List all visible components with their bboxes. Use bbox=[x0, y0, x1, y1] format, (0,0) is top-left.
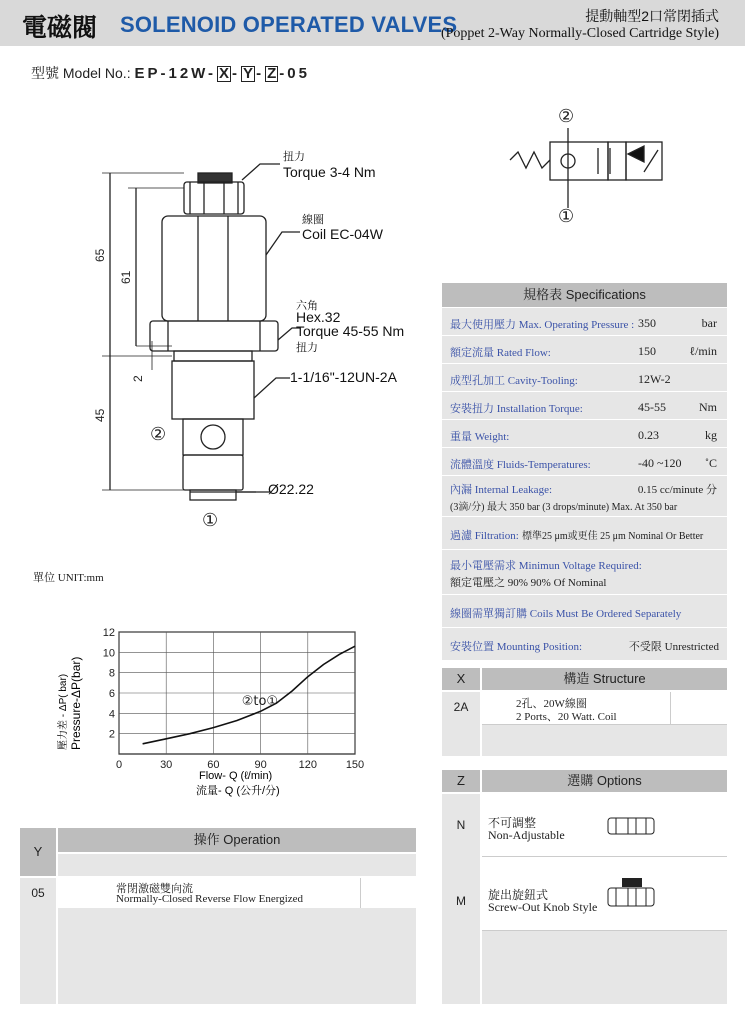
structure-code: 2A bbox=[453, 700, 469, 714]
option-m-cn: 旋出旋鈕式 bbox=[488, 888, 549, 902]
spec-row-min-voltage: 最小電壓需求 Minimun Voltage Required: 額定電壓之 90% 90% Of Nominal bbox=[442, 550, 727, 595]
spec-row-filtration: 過濾 Filtration: 標準25 μm或更佳 25 μm Nominal Or Better bbox=[442, 517, 727, 550]
spec-row bbox=[442, 392, 727, 420]
operation-title: 操作 Operation bbox=[58, 828, 416, 852]
page-title-cn: 電磁閥 bbox=[22, 14, 98, 42]
torque-knob-cn: 扭力 bbox=[283, 151, 305, 163]
option-code-n: N bbox=[456, 818, 466, 832]
hex-cn: 六角 bbox=[296, 300, 318, 312]
chart-ytick-label: 2 bbox=[108, 728, 115, 741]
spec-row-mounting: 安裝位置 Mounting Position: 不受限 Unrestricted bbox=[442, 628, 727, 661]
port-1-label: ① bbox=[202, 510, 219, 531]
spec-key: 流體溫度 Fluids-Temperatures: bbox=[450, 459, 591, 471]
options-title: 選購 Options bbox=[482, 770, 727, 792]
chart-xtick-label: 60 bbox=[207, 759, 220, 771]
model-code: EP-12W- X - Y - Z -05 bbox=[134, 65, 310, 82]
hex-torque-en: Torque 45-55 Nm bbox=[296, 323, 405, 339]
chart-xtick-label: 150 bbox=[345, 759, 365, 771]
structure-desc-en: 2 Ports、20 Watt. Coil bbox=[516, 711, 617, 723]
spec-key: 成型孔加工 Cavity-Tooling: bbox=[450, 375, 578, 387]
operation-table bbox=[20, 828, 416, 1004]
page-title-en: SOLENOID OPERATED VALVES bbox=[120, 12, 458, 37]
spec-row bbox=[442, 308, 727, 336]
symbol-port-2: ② bbox=[558, 106, 575, 127]
operation-code: 05 bbox=[31, 886, 45, 900]
spec-unit: bar bbox=[701, 316, 717, 330]
chart-xtick-label: 120 bbox=[298, 759, 317, 771]
valve-drawing bbox=[80, 140, 440, 540]
spec-unit: Nm bbox=[699, 400, 717, 414]
port-2-label: ② bbox=[150, 424, 167, 445]
chart-ytick-label: 4 bbox=[108, 708, 115, 721]
spec-key: 額定流量 Rated Flow: bbox=[450, 347, 551, 359]
chart-ytick-label: 6 bbox=[108, 688, 115, 700]
symbol-port-1: ① bbox=[558, 206, 575, 225]
model-label: 型號 Model No.: bbox=[31, 65, 131, 81]
spec-row bbox=[442, 420, 727, 448]
torque-knob-en: Torque 3-4 Nm bbox=[283, 164, 376, 180]
coil-cn: 線圈 bbox=[302, 214, 324, 226]
chart-xlabel-cn: 流量- Q (公升/分) bbox=[196, 785, 280, 797]
options-table bbox=[442, 770, 727, 1004]
specifications-table bbox=[442, 283, 727, 661]
spec-row bbox=[442, 336, 727, 364]
chart-xtick-label: 0 bbox=[115, 759, 123, 771]
spec-value: 350 bbox=[638, 316, 656, 330]
spec-row-coils: 線圈需單獨訂購 Coils Must Be Ordered Separately bbox=[442, 595, 727, 628]
spec-value: 12W-2 bbox=[638, 372, 671, 386]
specifications-title: 規格表 Specifications bbox=[442, 283, 727, 308]
thread-spec: 1-1/16"-12UN-2A bbox=[290, 369, 397, 385]
dim-61: 61 bbox=[119, 270, 133, 284]
spec-value: 150 bbox=[638, 344, 656, 358]
diameter-label: Ø22.22 bbox=[268, 481, 314, 497]
unit-note: 單位 UNIT:mm bbox=[33, 572, 104, 584]
options-code-header: Z bbox=[442, 770, 480, 792]
spec-value: 0.23 bbox=[638, 428, 659, 442]
spec-value: 45-55 bbox=[638, 400, 666, 414]
spec-value: -40 ~120 bbox=[638, 456, 682, 470]
spec-row bbox=[442, 448, 727, 476]
chart-series-label: ②to① bbox=[241, 694, 279, 710]
chart-xtick-label: 30 bbox=[160, 759, 173, 771]
coil-en: Coil EC-04W bbox=[302, 226, 383, 242]
option-n-en: Non-Adjustable bbox=[488, 828, 565, 842]
structure-table bbox=[442, 668, 727, 756]
dim-45: 45 bbox=[93, 408, 107, 422]
option-code-m: M bbox=[456, 894, 466, 908]
structure-code-header: X bbox=[442, 668, 480, 690]
chart-ylabel: Pressure-ΔP(bar) bbox=[69, 656, 83, 750]
spec-key: 最大使用壓力 Max. Operating Pressure : bbox=[450, 319, 635, 331]
chart-ytick-label: 8 bbox=[108, 667, 115, 680]
spec-key: 安裝扭力 Installation Torque: bbox=[450, 403, 583, 415]
page-subtitle-cn: 提動軸型2口常閉插式 bbox=[585, 8, 719, 24]
page-subtitle-en: (Poppet 2-Way Normally-Closed Cartridge Style) bbox=[440, 26, 719, 41]
operation-desc-cn: 常閉激磁雙向流 bbox=[116, 883, 193, 895]
pressure-flow-chart bbox=[50, 622, 380, 800]
chart-ylabel-cn: 壓力差 - ΔP( bar) bbox=[58, 673, 69, 750]
hydraulic-symbol bbox=[500, 100, 680, 225]
hex-torque-cn: 扭力 bbox=[296, 342, 318, 354]
operation-code-header: Y bbox=[20, 828, 56, 876]
spec-row-leakage: 內漏 Internal Leakage: 0.15 cc/minute 分 (3滴/分) 最大 350 bar (3 drops/minute) Max. At 350 bar bbox=[442, 476, 727, 517]
option-m-en: Screw-Out Knob Style bbox=[488, 900, 598, 914]
chart-xlabel: Flow- Q (ℓ/min) bbox=[199, 770, 273, 782]
spec-unit: ℓ/min bbox=[689, 344, 717, 358]
operation-desc-en: Normally-Closed Reverse Flow Energized bbox=[116, 893, 304, 905]
structure-desc-cn: 2孔、20W線圈 bbox=[516, 698, 587, 710]
spec-row bbox=[442, 364, 727, 392]
chart-ytick-label: 12 bbox=[102, 627, 115, 639]
chart-xtick-label: 90 bbox=[254, 759, 267, 771]
screw-out-knob-icon bbox=[606, 876, 658, 912]
spec-key: 重量 Weight: bbox=[450, 431, 510, 443]
chart-ytick-label: 10 bbox=[102, 647, 115, 660]
dim-65: 65 bbox=[93, 248, 107, 262]
spec-unit: kg bbox=[705, 428, 717, 442]
spec-unit: ˚C bbox=[705, 456, 717, 470]
hex-en: Hex.32 bbox=[296, 309, 341, 325]
structure-title: 構造 Structure bbox=[482, 668, 727, 690]
option-n-cn: 不可調整 bbox=[488, 816, 537, 830]
dim-2: 2 bbox=[131, 375, 145, 382]
model-number bbox=[31, 63, 310, 83]
non-adjustable-cap-icon bbox=[606, 814, 658, 840]
